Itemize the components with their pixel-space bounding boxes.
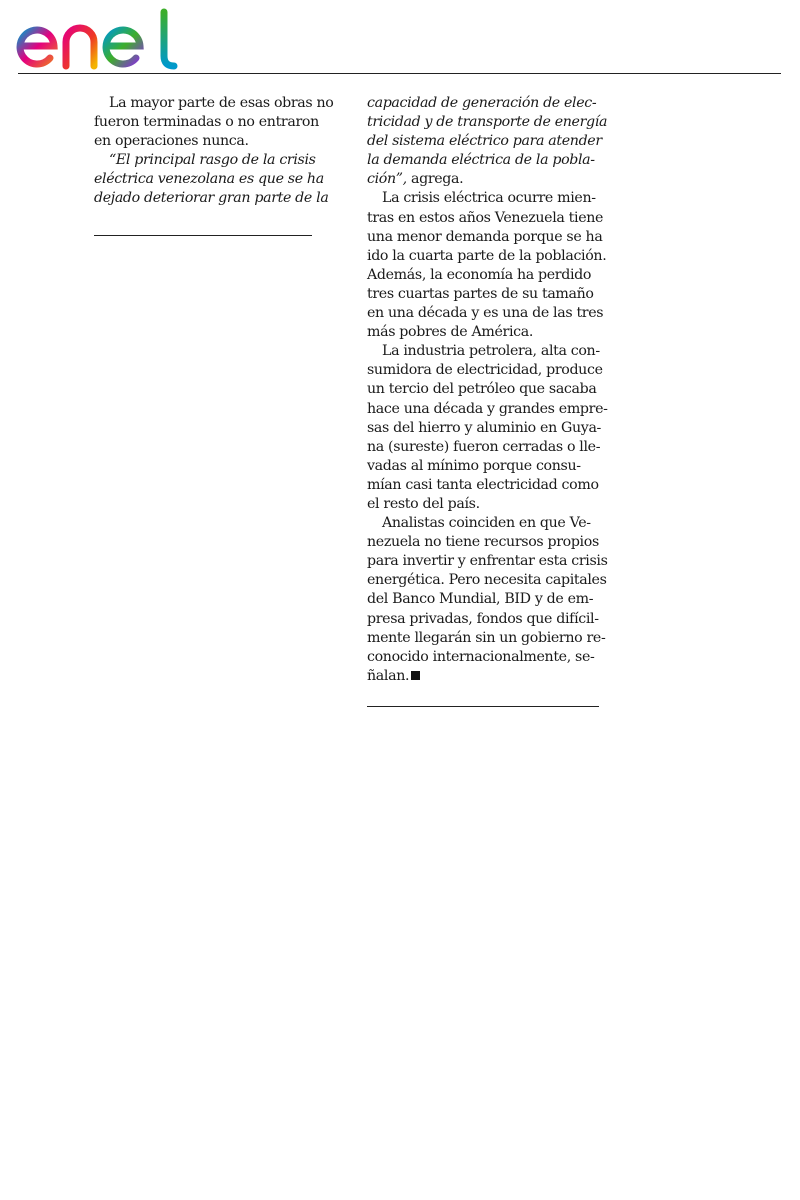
text-line: La industria petrolera, alta con- — [382, 343, 600, 360]
article-column-right — [367, 94, 608, 686]
text-line: ido la cuarta parte de la población. — [367, 247, 607, 264]
text-line — [367, 667, 599, 686]
column-end-rule-right — [367, 706, 599, 707]
text-line: tres cuartas partes de su tamaño — [367, 285, 594, 302]
text-line: na (sureste) fueron cerradas o lle- — [367, 438, 601, 455]
enel-logo — [16, 8, 182, 70]
quote-line: tricidad y de transporte de energía — [367, 114, 608, 131]
header-divider — [18, 73, 781, 74]
quote-line: del sistema eléctrico para atender — [367, 133, 602, 150]
text-line: en una década y es una de las tres — [367, 305, 604, 322]
text-line: del Banco Mundial, BID y de em- — [367, 591, 594, 608]
text-line: conocido internacionalmente, se- — [367, 648, 595, 665]
text-line: mente llegarán sin un gobierno re- — [367, 629, 606, 646]
text-line: para invertir y enfrentar esta crisis — [367, 553, 608, 570]
text-line — [367, 170, 599, 189]
text-line: presa privadas, fondos que difícil- — [367, 610, 599, 627]
quote-line: la demanda eléctrica de la pobla- — [367, 152, 595, 169]
text-line: La mayor parte de esas obras no — [109, 95, 334, 111]
text-line: tras en estos años Venezuela tiene — [367, 209, 604, 226]
column-end-rule-left — [94, 235, 312, 236]
text-line: un tercio del petróleo que sacaba — [367, 381, 597, 398]
text-line: Además, la economía ha perdido — [367, 266, 592, 283]
text-line: más pobres de América. — [367, 324, 533, 341]
article-column-left — [94, 94, 334, 209]
text-line: La crisis eléctrica ocurre mien- — [382, 190, 596, 207]
text-line: sumidora de electricidad, produce — [367, 362, 603, 379]
end-of-article-mark — [411, 671, 420, 680]
text-line: una menor demanda porque se ha — [367, 228, 603, 245]
quote-line: capacidad de generación de elec- — [367, 95, 597, 111]
text-line: vadas al mínimo porque consu- — [367, 457, 581, 474]
text-line: mían casi tanta electricidad como — [367, 476, 599, 493]
text-line: fueron terminadas o no entraron — [94, 114, 319, 131]
quote-attribution: agrega. — [406, 171, 464, 188]
closing-word: ñalan. — [367, 667, 410, 684]
text-line: sas del hierro y aluminio en Guya- — [367, 419, 601, 436]
quote-end: ción”, — [367, 171, 407, 188]
quote-line: “El principal rasgo de la crisis — [109, 152, 316, 169]
text-line: Analistas coinciden en que Ve- — [382, 515, 591, 532]
quote-line: eléctrica venezolana es que se ha — [94, 171, 324, 188]
text-line: nezuela no tiene recursos propios — [367, 534, 599, 551]
text-line: energética. Pero necesita capitales — [367, 572, 607, 589]
text-line: el resto del país. — [367, 495, 480, 512]
text-line: hace una década y grandes empre- — [367, 400, 608, 417]
text-line: en operaciones nunca. — [94, 133, 249, 150]
quote-line: dejado deteriorar gran parte de la — [94, 190, 329, 207]
